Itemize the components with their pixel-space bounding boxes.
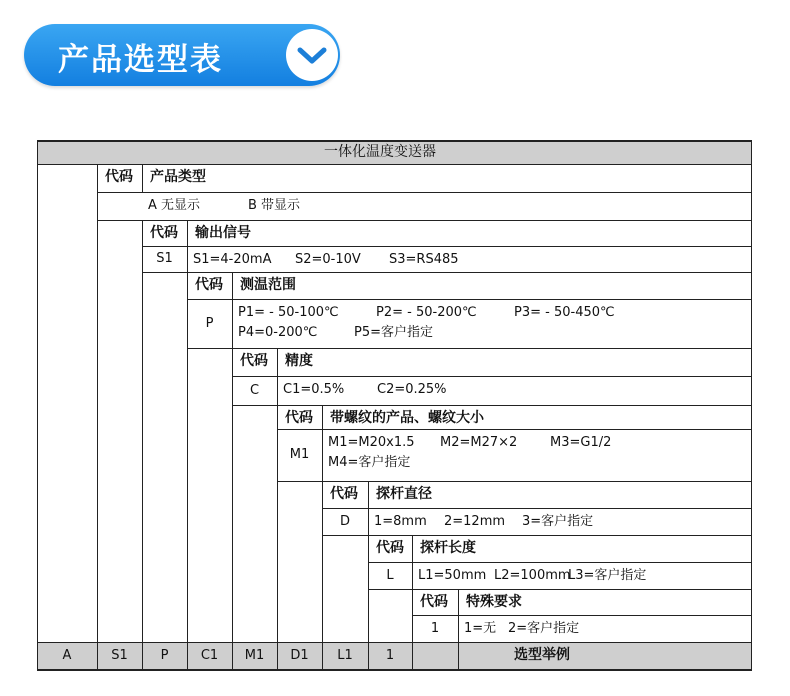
- level-7-name: 特殊要求: [466, 594, 522, 610]
- level-6-option-0: L1=50mm: [418, 568, 487, 583]
- expand-toggle-button[interactable]: [286, 29, 338, 81]
- example-code-4: M1: [244, 648, 265, 663]
- code-divider-7: [458, 589, 459, 642]
- column-line-4: [277, 405, 278, 669]
- level-4-name: 带螺纹的产品、螺纹大小: [330, 410, 484, 426]
- level-4-option-1: M2=M27×2: [440, 435, 518, 450]
- level-2-top-line: [187, 272, 752, 273]
- level-5-code: D: [339, 513, 350, 529]
- level-4-option-3: M4=客户指定: [328, 455, 411, 470]
- level-7-option-1: 2=客户指定: [508, 621, 580, 636]
- level-6-mid-line: [368, 562, 752, 563]
- level-3-mid-line: [232, 376, 752, 377]
- level-1-top-line: [142, 220, 752, 221]
- table-top-border: [37, 140, 752, 142]
- table-bottom-border: [37, 669, 752, 671]
- table-left-border: [37, 140, 38, 670]
- level-5-code-label: 代码: [330, 486, 358, 502]
- level-7-code: 1: [430, 620, 440, 636]
- level-4-option-2: M3=G1/2: [550, 435, 612, 450]
- level-3-code: C: [249, 382, 260, 398]
- code-divider-5: [368, 481, 369, 535]
- level-6-option-1: L2=100mm: [494, 568, 571, 583]
- level-6-code-label: 代码: [376, 540, 404, 556]
- level-2-option-2: P3= - 50-450℃: [514, 305, 615, 320]
- level-5-name: 探杆直径: [376, 486, 432, 502]
- column-line-3: [232, 348, 233, 669]
- level-0-code-label: 代码: [105, 169, 133, 185]
- level-7-option-0: 1=无: [464, 621, 497, 636]
- level-0-mid-line: [97, 192, 752, 193]
- level-0-option-1: B 带显示: [248, 198, 301, 213]
- example-code-0: A: [62, 648, 72, 663]
- title-row-divider: [37, 164, 752, 165]
- level-1-code-label: 代码: [150, 225, 178, 241]
- level-3-code-label: 代码: [240, 353, 268, 369]
- level-2-mid-line: [187, 299, 752, 300]
- code-divider-3: [277, 348, 278, 405]
- level-1-option-2: S3=RS485: [389, 252, 459, 267]
- level-4-mid-line: [277, 429, 752, 430]
- level-5-option-2: 3=客户指定: [522, 514, 594, 529]
- example-label: 选型举例: [514, 647, 570, 663]
- level-5-option-0: 1=8mm: [374, 514, 427, 529]
- level-4-code-label: 代码: [285, 410, 313, 426]
- column-line-5: [322, 481, 323, 669]
- code-divider-2: [232, 272, 233, 348]
- level-3-option-1: C2=0.25%: [377, 382, 447, 397]
- column-line-1: [142, 220, 143, 669]
- level-6-top-line: [368, 535, 752, 536]
- level-7-top-line: [412, 589, 752, 590]
- level-5-option-1: 2=12mm: [444, 514, 506, 529]
- level-2-option-3: P4=0-200℃: [238, 325, 318, 340]
- level-0-name: 产品类型: [150, 169, 206, 185]
- column-line-0: [97, 164, 98, 669]
- level-4-option-0: M1=M20x1.5: [328, 435, 415, 450]
- code-divider-1: [187, 220, 188, 272]
- level-1-code: S1: [156, 251, 173, 266]
- example-code-6: L1: [337, 648, 353, 663]
- code-divider-6: [412, 535, 413, 589]
- level-2-name: 测温范围: [240, 277, 296, 293]
- level-1-option-1: S2=0-10V: [295, 252, 361, 267]
- level-2-code-label: 代码: [195, 277, 223, 293]
- column-line-2: [187, 272, 188, 669]
- level-5-top-line: [322, 481, 752, 482]
- level-3-option-0: C1=0.5%: [283, 382, 345, 397]
- level-1-name: 输出信号: [195, 225, 251, 241]
- example-code-5: D1: [290, 648, 309, 663]
- section-title: 产品选型表: [58, 42, 223, 78]
- example-code-3: C1: [200, 648, 219, 663]
- table-title: 一体化温度变送器: [324, 144, 436, 160]
- level-2-option-4: P5=客户指定: [354, 325, 434, 340]
- section-header: [24, 24, 340, 86]
- example-label-divider: [458, 642, 459, 669]
- level-2-code: P: [205, 315, 214, 331]
- level-0-option-0: A 无显示: [148, 198, 201, 213]
- level-4-code: M1: [289, 447, 310, 462]
- code-divider-4: [322, 405, 323, 481]
- level-6-name: 探杆长度: [420, 540, 476, 556]
- level-2-option-0: P1= - 50-100℃: [238, 305, 339, 320]
- level-6-option-2: L3=客户指定: [568, 568, 647, 583]
- level-7-mid-line: [412, 615, 752, 616]
- example-code-7: 1: [385, 648, 395, 663]
- column-line-7: [412, 589, 413, 669]
- table-right-border: [751, 140, 752, 670]
- level-1-mid-line: [142, 246, 752, 247]
- level-3-top-line: [232, 348, 752, 349]
- level-2-option-1: P2= - 50-200℃: [376, 305, 477, 320]
- example-row-top-line: [37, 642, 752, 643]
- level-4-top-line: [277, 405, 752, 406]
- example-code-1: S1: [111, 648, 128, 663]
- level-6-code: L: [386, 567, 394, 583]
- level-1-option-0: S1=4-20mA: [193, 252, 272, 267]
- level-7-code-label: 代码: [420, 594, 448, 610]
- level-3-name: 精度: [285, 353, 313, 369]
- chevron-down-icon: [296, 41, 328, 69]
- code-divider-0: [142, 164, 143, 192]
- level-5-mid-line: [322, 508, 752, 509]
- example-code-2: P: [160, 648, 169, 663]
